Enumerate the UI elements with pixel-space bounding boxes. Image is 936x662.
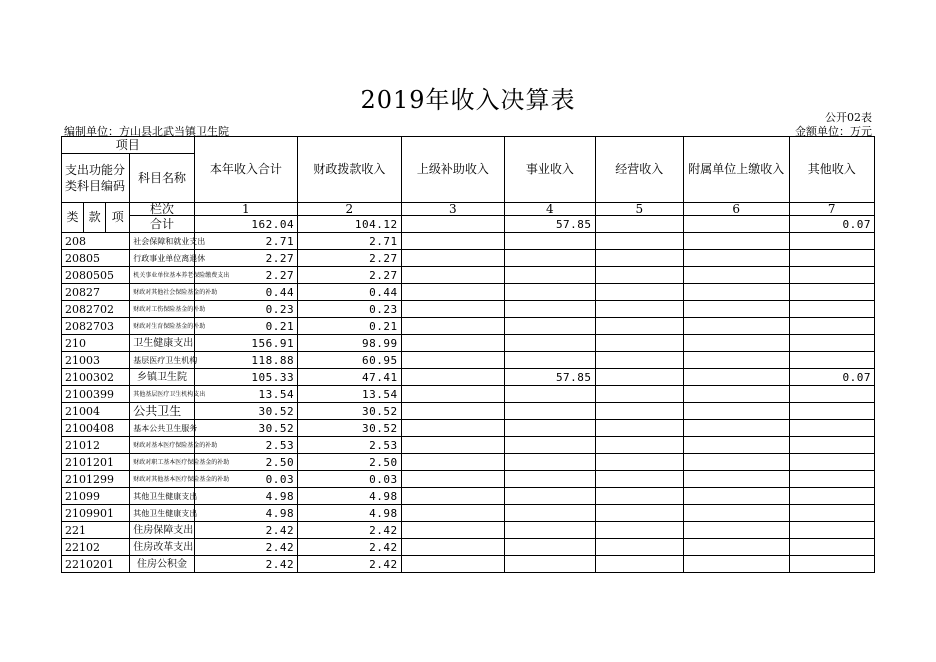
cell-operation xyxy=(595,556,683,573)
row-name: 乡镇卫生院 xyxy=(130,369,194,386)
row-code: 2082702 xyxy=(62,301,130,318)
cell-fiscal: 2.42 xyxy=(298,556,402,573)
income-table xyxy=(61,136,875,573)
cell-business xyxy=(505,471,595,488)
cell-affiliate xyxy=(683,539,789,556)
total-business: 57.85 xyxy=(505,216,595,233)
row-code: 21004 xyxy=(62,403,130,420)
row-name: 财政对生育保险基金的补助 xyxy=(130,318,194,335)
cell-business xyxy=(505,335,595,352)
cell-total: 2.42 xyxy=(194,539,298,556)
cell-operation xyxy=(595,301,683,318)
cell-operation xyxy=(595,471,683,488)
total-affiliate xyxy=(683,216,789,233)
row-name: 住房保障支出 xyxy=(130,522,194,539)
row-name: 财政对其他社会保险基金的补助 xyxy=(130,284,194,301)
cell-business xyxy=(505,301,595,318)
total-other: 0.07 xyxy=(789,216,875,233)
cell-superior xyxy=(401,420,505,437)
cell-affiliate xyxy=(683,369,789,386)
row-code: 2082703 xyxy=(62,318,130,335)
cell-total: 2.42 xyxy=(194,556,298,573)
cell-other xyxy=(789,505,875,522)
cell-other xyxy=(789,284,875,301)
cell-affiliate xyxy=(683,335,789,352)
cell-fiscal: 0.44 xyxy=(298,284,402,301)
cell-affiliate xyxy=(683,386,789,403)
cell-other xyxy=(789,233,875,250)
cell-other xyxy=(789,437,875,454)
cell-operation xyxy=(595,454,683,471)
cell-total: 0.03 xyxy=(194,471,298,488)
table-row xyxy=(62,335,875,352)
cell-business xyxy=(505,250,595,267)
cell-other xyxy=(789,301,875,318)
cell-other xyxy=(789,318,875,335)
cell-business xyxy=(505,556,595,573)
row-code: 2210201 xyxy=(62,556,130,573)
cell-operation xyxy=(595,539,683,556)
table-row xyxy=(62,420,875,437)
cell-total: 30.52 xyxy=(194,420,298,437)
cell-total: 4.98 xyxy=(194,505,298,522)
row-code: 22102 xyxy=(62,539,130,556)
cell-operation xyxy=(595,250,683,267)
cell-superior xyxy=(401,454,505,471)
cell-superior xyxy=(401,284,505,301)
cell-other xyxy=(789,488,875,505)
cell-operation xyxy=(595,335,683,352)
col-fiscal-header: 财政拨款收入 xyxy=(298,137,402,203)
row-name: 住房公积金 xyxy=(130,556,194,573)
row-name: 其他卫生健康支出 xyxy=(130,488,194,505)
cell-fiscal: 2.42 xyxy=(298,522,402,539)
cell-superior xyxy=(401,369,505,386)
cell-operation xyxy=(595,403,683,420)
table-row xyxy=(62,301,875,318)
col-affiliate-header: 附属单位上缴收入 xyxy=(683,137,789,203)
form-number: 公开02表 xyxy=(825,111,872,124)
col-business-header: 事业收入 xyxy=(505,137,595,203)
cell-superior xyxy=(401,437,505,454)
cell-total: 0.23 xyxy=(194,301,298,318)
row-name: 财政对基本医疗保险基金的补助 xyxy=(130,437,194,454)
cell-superior xyxy=(401,233,505,250)
cell-operation xyxy=(595,386,683,403)
cell-affiliate xyxy=(683,488,789,505)
cell-total: 0.44 xyxy=(194,284,298,301)
cell-superior xyxy=(401,335,505,352)
cell-other xyxy=(789,335,875,352)
cell-business xyxy=(505,267,595,284)
amount-unit: 金额单位：万元 xyxy=(795,125,872,138)
cell-fiscal: 4.98 xyxy=(298,488,402,505)
table-row xyxy=(62,437,875,454)
row-name: 公共卫生 xyxy=(130,403,194,420)
cell-business xyxy=(505,522,595,539)
cell-total: 2.42 xyxy=(194,522,298,539)
cell-business: 57.85 xyxy=(505,369,595,386)
cell-operation xyxy=(595,284,683,301)
cell-total: 2.50 xyxy=(194,454,298,471)
cell-operation xyxy=(595,505,683,522)
cell-other xyxy=(789,352,875,369)
cell-fiscal: 98.99 xyxy=(298,335,402,352)
cell-operation xyxy=(595,437,683,454)
cell-fiscal: 2.42 xyxy=(298,539,402,556)
cell-affiliate xyxy=(683,420,789,437)
cell-operation xyxy=(595,420,683,437)
cell-affiliate xyxy=(683,233,789,250)
table-row xyxy=(62,471,875,488)
cell-fiscal: 60.95 xyxy=(298,352,402,369)
cell-superior xyxy=(401,522,505,539)
cell-superior xyxy=(401,301,505,318)
row-code: 210 xyxy=(62,335,130,352)
cell-total: 2.27 xyxy=(194,250,298,267)
cell-other xyxy=(789,386,875,403)
table-row xyxy=(62,318,875,335)
header-row-3 xyxy=(62,203,875,216)
cell-affiliate xyxy=(683,250,789,267)
cell-superior xyxy=(401,352,505,369)
col-num-2: 2 xyxy=(298,203,402,216)
row-name: 财政对其他基本医疗保险基金的补助 xyxy=(130,471,194,488)
cell-fiscal: 2.71 xyxy=(298,233,402,250)
total-fiscal: 104.12 xyxy=(298,216,402,233)
cell-affiliate xyxy=(683,454,789,471)
table-row xyxy=(62,369,875,386)
cell-other xyxy=(789,471,875,488)
cell-superior xyxy=(401,250,505,267)
row-name: 社会保障和就业支出 xyxy=(130,233,194,250)
name-label-header: 科目名称 xyxy=(130,154,194,203)
cell-other: 0.07 xyxy=(789,369,875,386)
col-num-1: 1 xyxy=(194,203,298,216)
cell-business xyxy=(505,505,595,522)
cell-total: 4.98 xyxy=(194,488,298,505)
row-name: 机关事业单位基本养老保险缴费支出 xyxy=(130,267,194,284)
row-code: 20827 xyxy=(62,284,130,301)
row-name: 其他基层医疗卫生机构支出 xyxy=(130,386,194,403)
cell-fiscal: 2.27 xyxy=(298,267,402,284)
table-row xyxy=(62,522,875,539)
cell-other xyxy=(789,556,875,573)
cell-business xyxy=(505,233,595,250)
item-header: 项目 xyxy=(62,137,195,154)
row-code: 2080505 xyxy=(62,267,130,284)
cell-business xyxy=(505,437,595,454)
col-total-header: 本年收入合计 xyxy=(194,137,298,203)
cell-fiscal: 30.52 xyxy=(298,403,402,420)
col-num-3: 3 xyxy=(401,203,505,216)
lei-header: 类 xyxy=(62,203,84,233)
cell-fiscal: 47.41 xyxy=(298,369,402,386)
totals-row xyxy=(62,216,875,233)
cell-total: 30.52 xyxy=(194,403,298,420)
lanci-header: 栏次 xyxy=(130,203,194,216)
cell-other xyxy=(789,403,875,420)
total-superior xyxy=(401,216,505,233)
cell-other xyxy=(789,420,875,437)
cell-other xyxy=(789,250,875,267)
cell-business xyxy=(505,454,595,471)
row-code: 2100302 xyxy=(62,369,130,386)
row-name: 财政对职工基本医疗保险基金的补助 xyxy=(130,454,194,471)
cell-superior xyxy=(401,267,505,284)
table-row xyxy=(62,250,875,267)
cell-total: 156.91 xyxy=(194,335,298,352)
cell-operation xyxy=(595,352,683,369)
table-row xyxy=(62,267,875,284)
cell-affiliate xyxy=(683,352,789,369)
cell-total: 105.33 xyxy=(194,369,298,386)
cell-business xyxy=(505,403,595,420)
col-num-7: 7 xyxy=(789,203,875,216)
row-name: 基本公共卫生服务 xyxy=(130,420,194,437)
cell-total: 13.54 xyxy=(194,386,298,403)
row-code: 2100399 xyxy=(62,386,130,403)
cell-fiscal: 30.52 xyxy=(298,420,402,437)
cell-fiscal: 0.21 xyxy=(298,318,402,335)
cell-affiliate xyxy=(683,522,789,539)
cell-operation xyxy=(595,369,683,386)
heji-label: 合计 xyxy=(130,216,194,233)
cell-operation xyxy=(595,233,683,250)
cell-affiliate xyxy=(683,471,789,488)
table-row xyxy=(62,386,875,403)
cell-other xyxy=(789,267,875,284)
table-row xyxy=(62,556,875,573)
cell-superior xyxy=(401,403,505,420)
row-code: 208 xyxy=(62,233,130,250)
table-row xyxy=(62,454,875,471)
table-row xyxy=(62,488,875,505)
cell-business xyxy=(505,539,595,556)
col-other-header: 其他收入 xyxy=(789,137,875,203)
cell-affiliate xyxy=(683,318,789,335)
row-name: 财政对工伤保险基金的补助 xyxy=(130,301,194,318)
cell-business xyxy=(505,488,595,505)
row-code: 20805 xyxy=(62,250,130,267)
table-row xyxy=(62,539,875,556)
col-num-4: 4 xyxy=(505,203,595,216)
row-name: 基层医疗卫生机构 xyxy=(130,352,194,369)
col-superior-header: 上级补助收入 xyxy=(401,137,505,203)
cell-fiscal: 2.53 xyxy=(298,437,402,454)
cell-operation xyxy=(595,488,683,505)
row-code: 2101201 xyxy=(62,454,130,471)
kuan-header: 款 xyxy=(84,203,106,233)
cell-fiscal: 13.54 xyxy=(298,386,402,403)
cell-affiliate xyxy=(683,267,789,284)
row-name: 住房改革支出 xyxy=(130,539,194,556)
cell-affiliate xyxy=(683,556,789,573)
organization-unit: 编制单位：方山县北武当镇卫生院 xyxy=(64,125,229,138)
row-code: 21099 xyxy=(62,488,130,505)
cell-other xyxy=(789,522,875,539)
row-code: 2101299 xyxy=(62,471,130,488)
table-row xyxy=(62,284,875,301)
col-num-6: 6 xyxy=(683,203,789,216)
cell-affiliate xyxy=(683,301,789,318)
code-label-header: 支出功能分类科目编码 xyxy=(62,154,130,203)
cell-superior xyxy=(401,318,505,335)
total-operation xyxy=(595,216,683,233)
cell-superior xyxy=(401,556,505,573)
cell-operation xyxy=(595,267,683,284)
xiang-header: 项 xyxy=(106,203,130,233)
cell-superior xyxy=(401,471,505,488)
cell-superior xyxy=(401,539,505,556)
table-row xyxy=(62,233,875,250)
cell-total: 0.21 xyxy=(194,318,298,335)
row-name: 卫生健康支出 xyxy=(130,335,194,352)
cell-fiscal: 2.27 xyxy=(298,250,402,267)
cell-total: 2.53 xyxy=(194,437,298,454)
cell-total: 2.71 xyxy=(194,233,298,250)
page-title: 2019年收入决算表 xyxy=(360,86,576,114)
cell-fiscal: 0.23 xyxy=(298,301,402,318)
table-row xyxy=(62,403,875,420)
cell-superior xyxy=(401,386,505,403)
cell-affiliate xyxy=(683,284,789,301)
cell-business xyxy=(505,284,595,301)
cell-operation xyxy=(595,522,683,539)
cell-superior xyxy=(401,488,505,505)
row-code: 21012 xyxy=(62,437,130,454)
table-row xyxy=(62,505,875,522)
cell-fiscal: 4.98 xyxy=(298,505,402,522)
cell-operation xyxy=(595,318,683,335)
cell-fiscal: 0.03 xyxy=(298,471,402,488)
row-code: 2100408 xyxy=(62,420,130,437)
col-operation-header: 经营收入 xyxy=(595,137,683,203)
cell-business xyxy=(505,420,595,437)
row-code: 21003 xyxy=(62,352,130,369)
cell-other xyxy=(789,539,875,556)
cell-total: 2.27 xyxy=(194,267,298,284)
cell-superior xyxy=(401,505,505,522)
cell-total: 118.88 xyxy=(194,352,298,369)
row-name: 其他卫生健康支出 xyxy=(130,505,194,522)
row-code: 2109901 xyxy=(62,505,130,522)
row-code: 221 xyxy=(62,522,130,539)
cell-affiliate xyxy=(683,437,789,454)
cell-business xyxy=(505,386,595,403)
cell-business xyxy=(505,318,595,335)
cell-other xyxy=(789,454,875,471)
table-row xyxy=(62,352,875,369)
header-row-1 xyxy=(62,137,875,154)
cell-business xyxy=(505,352,595,369)
cell-affiliate xyxy=(683,505,789,522)
cell-fiscal: 2.50 xyxy=(298,454,402,471)
cell-affiliate xyxy=(683,403,789,420)
total-total: 162.04 xyxy=(194,216,298,233)
row-name: 行政事业单位离退休 xyxy=(130,250,194,267)
col-num-5: 5 xyxy=(595,203,683,216)
